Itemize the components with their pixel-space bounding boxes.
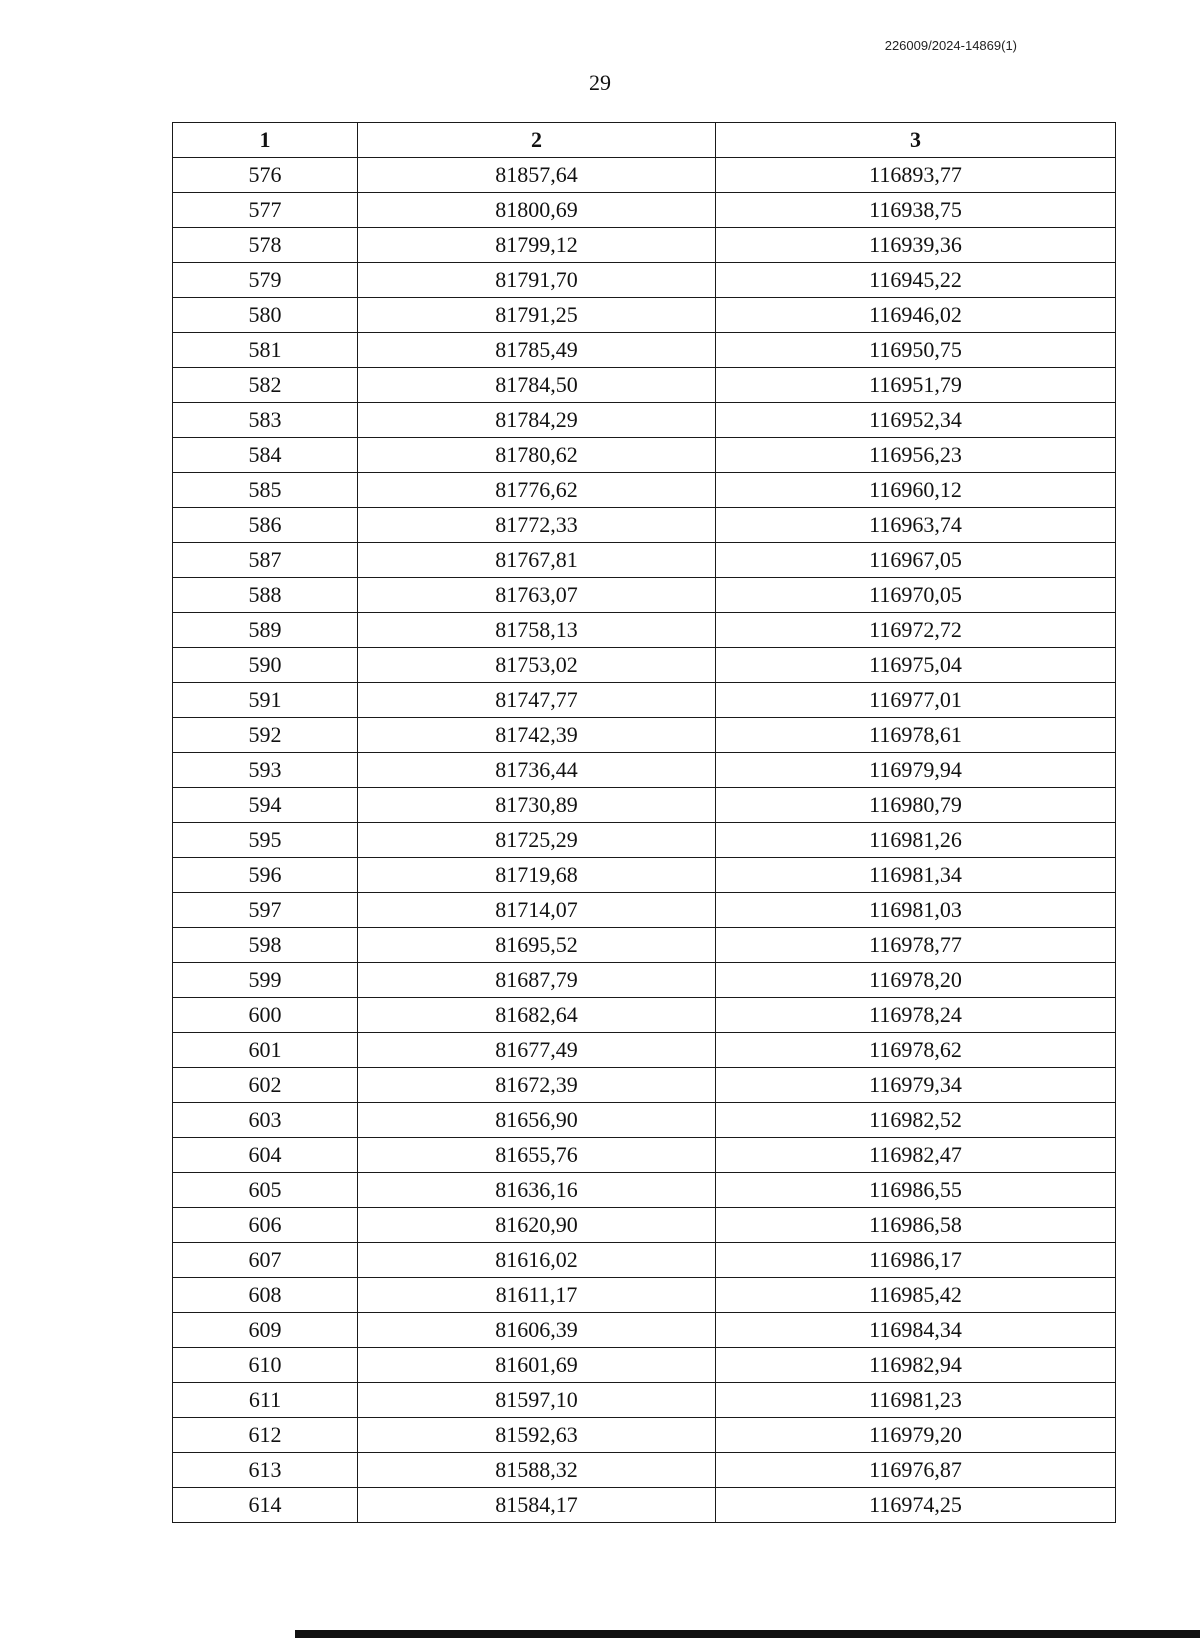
table-row xyxy=(173,1488,1116,1523)
point-number-cell: 587 xyxy=(173,543,358,578)
table-row xyxy=(173,1138,1116,1173)
point-number-cell: 589 xyxy=(173,613,358,648)
table-row xyxy=(173,648,1116,683)
coordinate-y-cell: 116946,02 xyxy=(716,298,1116,333)
coordinate-x-cell: 81800,69 xyxy=(358,193,716,228)
point-number-cell: 594 xyxy=(173,788,358,823)
coordinate-y-cell: 116979,20 xyxy=(716,1418,1116,1453)
point-number-cell: 610 xyxy=(173,1348,358,1383)
coordinate-x-cell: 81719,68 xyxy=(358,858,716,893)
coordinate-y-cell: 116978,77 xyxy=(716,928,1116,963)
point-number-cell: 588 xyxy=(173,578,358,613)
point-number-cell: 578 xyxy=(173,228,358,263)
table-row xyxy=(173,1348,1116,1383)
table-row xyxy=(173,1173,1116,1208)
point-number-cell: 601 xyxy=(173,1033,358,1068)
coordinate-y-cell: 116986,17 xyxy=(716,1243,1116,1278)
coordinate-y-cell: 116970,05 xyxy=(716,578,1116,613)
coordinate-y-cell: 116893,77 xyxy=(716,158,1116,193)
point-number-cell: 585 xyxy=(173,473,358,508)
coordinate-x-cell: 81592,63 xyxy=(358,1418,716,1453)
point-number-cell: 609 xyxy=(173,1313,358,1348)
coordinate-y-cell: 116979,94 xyxy=(716,753,1116,788)
coordinate-y-cell: 116977,01 xyxy=(716,683,1116,718)
column-header: 2 xyxy=(358,123,716,158)
point-number-cell: 577 xyxy=(173,193,358,228)
coordinate-x-cell: 81730,89 xyxy=(358,788,716,823)
coordinate-x-cell: 81857,64 xyxy=(358,158,716,193)
table-row xyxy=(173,823,1116,858)
coordinate-x-cell: 81785,49 xyxy=(358,333,716,368)
table-row xyxy=(173,263,1116,298)
point-number-cell: 614 xyxy=(173,1488,358,1523)
table-row xyxy=(173,508,1116,543)
table-row xyxy=(173,963,1116,998)
coordinate-y-cell: 116981,23 xyxy=(716,1383,1116,1418)
point-number-cell: 586 xyxy=(173,508,358,543)
point-number-cell: 600 xyxy=(173,998,358,1033)
coordinate-x-cell: 81636,16 xyxy=(358,1173,716,1208)
coordinate-y-cell: 116981,26 xyxy=(716,823,1116,858)
coordinate-y-cell: 116980,79 xyxy=(716,788,1116,823)
point-number-cell: 576 xyxy=(173,158,358,193)
table-row xyxy=(173,893,1116,928)
coordinate-y-cell: 116975,04 xyxy=(716,648,1116,683)
point-number-cell: 597 xyxy=(173,893,358,928)
table-row xyxy=(173,1243,1116,1278)
table-row xyxy=(173,403,1116,438)
table-row xyxy=(173,228,1116,263)
coordinate-x-cell: 81695,52 xyxy=(358,928,716,963)
table-row xyxy=(173,683,1116,718)
point-number-cell: 607 xyxy=(173,1243,358,1278)
coordinate-x-cell: 81620,90 xyxy=(358,1208,716,1243)
table-row xyxy=(173,753,1116,788)
column-header: 3 xyxy=(716,123,1116,158)
point-number-cell: 602 xyxy=(173,1068,358,1103)
page-number: 29 xyxy=(589,70,611,95)
point-number-cell: 590 xyxy=(173,648,358,683)
table-header xyxy=(173,123,1116,158)
point-number-cell: 582 xyxy=(173,368,358,403)
point-number-cell: 613 xyxy=(173,1453,358,1488)
coordinate-x-cell: 81606,39 xyxy=(358,1313,716,1348)
coordinate-x-cell: 81763,07 xyxy=(358,578,716,613)
point-number-cell: 604 xyxy=(173,1138,358,1173)
coordinate-y-cell: 116967,05 xyxy=(716,543,1116,578)
coordinate-x-cell: 81742,39 xyxy=(358,718,716,753)
coordinate-y-cell: 116945,22 xyxy=(716,263,1116,298)
table-row xyxy=(173,1068,1116,1103)
coordinate-x-cell: 81714,07 xyxy=(358,893,716,928)
table-row xyxy=(173,578,1116,613)
coordinate-x-cell: 81799,12 xyxy=(358,228,716,263)
table-row xyxy=(173,1453,1116,1488)
table-row xyxy=(173,1103,1116,1138)
coordinate-x-cell: 81677,49 xyxy=(358,1033,716,1068)
coordinate-x-cell: 81601,69 xyxy=(358,1348,716,1383)
coordinate-x-cell: 81588,32 xyxy=(358,1453,716,1488)
coordinate-x-cell: 81597,10 xyxy=(358,1383,716,1418)
coordinate-y-cell: 116979,34 xyxy=(716,1068,1116,1103)
coordinate-y-cell: 116956,23 xyxy=(716,438,1116,473)
point-number-cell: 593 xyxy=(173,753,358,788)
coordinate-y-cell: 116938,75 xyxy=(716,193,1116,228)
table-row xyxy=(173,333,1116,368)
coordinate-y-cell: 116960,12 xyxy=(716,473,1116,508)
table-row xyxy=(173,298,1116,333)
coordinate-y-cell: 116978,24 xyxy=(716,998,1116,1033)
coordinate-x-cell: 81584,17 xyxy=(358,1488,716,1523)
coordinate-x-cell: 81758,13 xyxy=(358,613,716,648)
coordinate-y-cell: 116952,34 xyxy=(716,403,1116,438)
coordinate-x-cell: 81784,50 xyxy=(358,368,716,403)
point-number-cell: 598 xyxy=(173,928,358,963)
point-number-cell: 595 xyxy=(173,823,358,858)
coordinate-y-cell: 116985,42 xyxy=(716,1278,1116,1313)
point-number-cell: 603 xyxy=(173,1103,358,1138)
coordinate-x-cell: 81753,02 xyxy=(358,648,716,683)
table-row xyxy=(173,718,1116,753)
table-row xyxy=(173,368,1116,403)
table-row xyxy=(173,473,1116,508)
point-number-cell: 579 xyxy=(173,263,358,298)
coordinate-x-cell: 81736,44 xyxy=(358,753,716,788)
bottom-rule xyxy=(295,1630,1200,1638)
coordinate-y-cell: 116976,87 xyxy=(716,1453,1116,1488)
point-number-cell: 611 xyxy=(173,1383,358,1418)
coordinate-y-cell: 116972,72 xyxy=(716,613,1116,648)
document-id: 226009/2024-14869(1) xyxy=(884,38,1017,53)
table-row xyxy=(173,158,1116,193)
coordinate-x-cell: 81780,62 xyxy=(358,438,716,473)
coordinate-y-cell: 116978,61 xyxy=(716,718,1116,753)
coordinate-y-cell: 116982,52 xyxy=(716,1103,1116,1138)
coordinate-y-cell: 116974,25 xyxy=(716,1488,1116,1523)
point-number-cell: 606 xyxy=(173,1208,358,1243)
table-row xyxy=(173,193,1116,228)
coordinate-y-cell: 116986,58 xyxy=(716,1208,1116,1243)
point-number-cell: 612 xyxy=(173,1418,358,1453)
table-row xyxy=(173,1033,1116,1068)
table-row xyxy=(173,858,1116,893)
point-number-cell: 599 xyxy=(173,963,358,998)
table-row xyxy=(173,1418,1116,1453)
point-number-cell: 596 xyxy=(173,858,358,893)
point-number-cell: 591 xyxy=(173,683,358,718)
point-number-cell: 592 xyxy=(173,718,358,753)
table-row xyxy=(173,1208,1116,1243)
table-row xyxy=(173,928,1116,963)
coordinate-y-cell: 116978,62 xyxy=(716,1033,1116,1068)
table-row xyxy=(173,613,1116,648)
point-number-cell: 580 xyxy=(173,298,358,333)
point-number-cell: 584 xyxy=(173,438,358,473)
coordinate-y-cell: 116950,75 xyxy=(716,333,1116,368)
coordinate-x-cell: 81791,70 xyxy=(358,263,716,298)
coordinate-y-cell: 116982,47 xyxy=(716,1138,1116,1173)
coordinate-x-cell: 81682,64 xyxy=(358,998,716,1033)
coordinate-x-cell: 81672,39 xyxy=(358,1068,716,1103)
coordinate-y-cell: 116963,74 xyxy=(716,508,1116,543)
table-row xyxy=(173,1278,1116,1313)
coordinate-x-cell: 81725,29 xyxy=(358,823,716,858)
coordinate-x-cell: 81767,81 xyxy=(358,543,716,578)
point-number-cell: 583 xyxy=(173,403,358,438)
column-header: 1 xyxy=(173,123,358,158)
table-row xyxy=(173,1383,1116,1418)
coordinate-y-cell: 116951,79 xyxy=(716,368,1116,403)
coordinate-y-cell: 116986,55 xyxy=(716,1173,1116,1208)
coordinate-x-cell: 81772,33 xyxy=(358,508,716,543)
coordinate-x-cell: 81791,25 xyxy=(358,298,716,333)
coordinates-table xyxy=(172,122,1116,1523)
point-number-cell: 608 xyxy=(173,1278,358,1313)
coordinate-x-cell: 81747,77 xyxy=(358,683,716,718)
coordinate-y-cell: 116981,03 xyxy=(716,893,1116,928)
table-row xyxy=(173,543,1116,578)
table-row xyxy=(173,1313,1116,1348)
point-number-cell: 605 xyxy=(173,1173,358,1208)
coordinate-x-cell: 81776,62 xyxy=(358,473,716,508)
table-row xyxy=(173,438,1116,473)
point-number-cell: 581 xyxy=(173,333,358,368)
coordinate-y-cell: 116978,20 xyxy=(716,963,1116,998)
coordinate-y-cell: 116984,34 xyxy=(716,1313,1116,1348)
coordinate-x-cell: 81656,90 xyxy=(358,1103,716,1138)
table-row xyxy=(173,998,1116,1033)
coordinate-x-cell: 81655,76 xyxy=(358,1138,716,1173)
header-row xyxy=(173,123,1116,158)
coordinate-y-cell: 116982,94 xyxy=(716,1348,1116,1383)
coordinate-x-cell: 81687,79 xyxy=(358,963,716,998)
coordinate-y-cell: 116939,36 xyxy=(716,228,1116,263)
table-row xyxy=(173,788,1116,823)
table-body xyxy=(173,158,1116,1523)
coordinate-x-cell: 81784,29 xyxy=(358,403,716,438)
coordinate-x-cell: 81611,17 xyxy=(358,1278,716,1313)
coordinate-x-cell: 81616,02 xyxy=(358,1243,716,1278)
coordinate-y-cell: 116981,34 xyxy=(716,858,1116,893)
